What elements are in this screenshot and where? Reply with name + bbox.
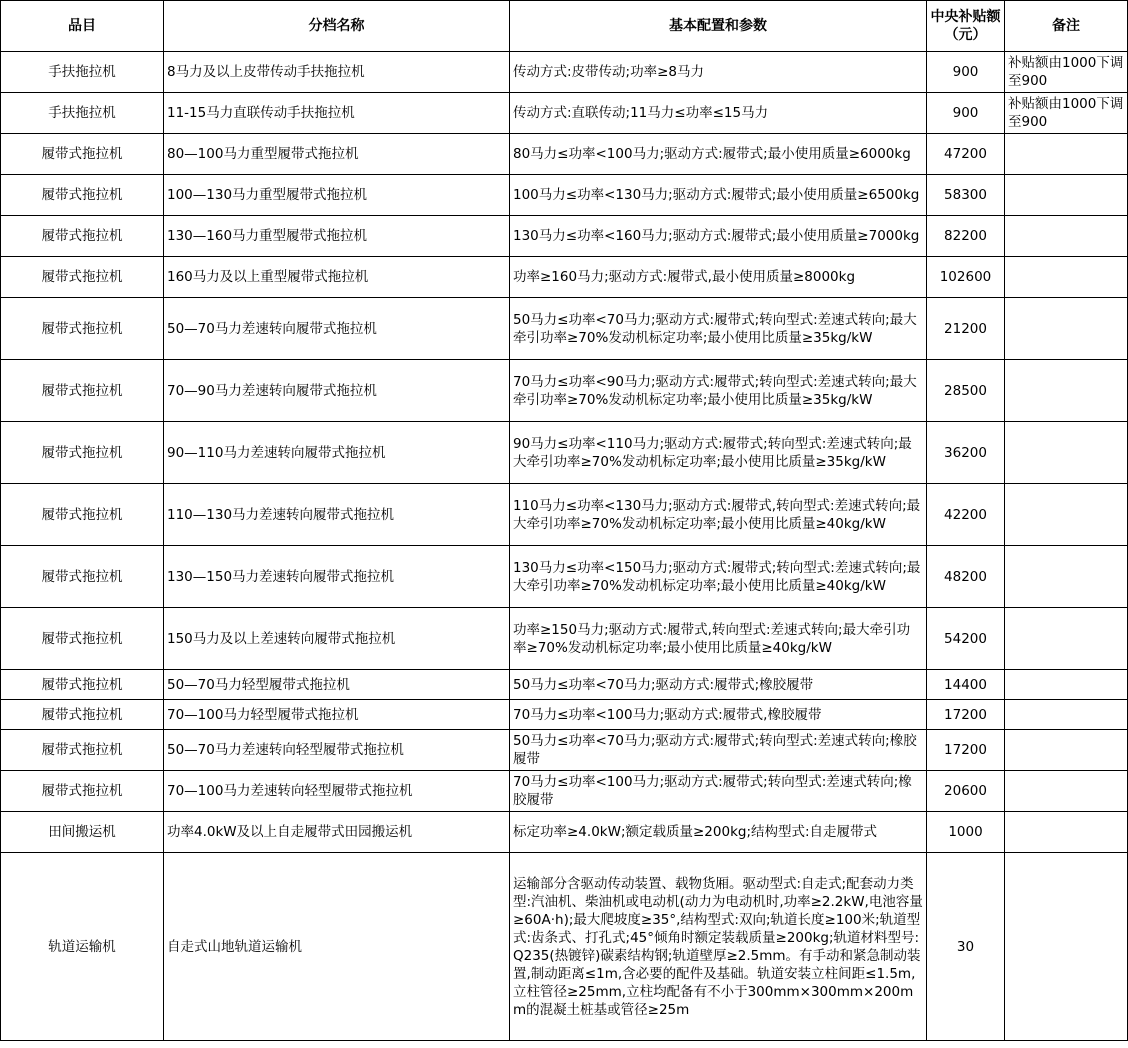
cell-tier: 160马力及以上重型履带式拖拉机 [164, 257, 510, 298]
cell-config: 110马力≤功率<130马力;驱动方式:履带式,转向型式:差速式转向;最大牵引功率≥70%发动机标定功率;最小使用比质量≥40kg/kW [510, 484, 927, 546]
cell-category: 履带式拖拉机 [1, 216, 164, 257]
table-row [1, 52, 1128, 93]
cell-config: 功率≥150马力;驱动方式:履带式,转向型式:差速式转向;最大牵引功率≥70%发动机标定功率;最小使用比质量≥40kg/kW [510, 608, 927, 670]
cell-note [1005, 771, 1128, 812]
cell-category: 履带式拖拉机 [1, 730, 164, 771]
table-row [1, 175, 1128, 216]
cell-note: 补贴额由1000下调至900 [1005, 52, 1128, 93]
table-row [1, 484, 1128, 546]
cell-tier: 自走式山地轨道运输机 [164, 853, 510, 1041]
cell-subsidy: 900 [927, 52, 1005, 93]
cell-tier: 50—70马力差速转向轻型履带式拖拉机 [164, 730, 510, 771]
cell-tier: 功率4.0kW及以上自走履带式田园搬运机 [164, 812, 510, 853]
cell-config: 50马力≤功率<70马力;驱动方式:履带式;转向型式:差速式转向;最大牵引功率≥70%发动机标定功率;最小使用比质量≥35kg/kW [510, 298, 927, 360]
table-row [1, 700, 1128, 730]
cell-subsidy: 82200 [927, 216, 1005, 257]
cell-tier: 11-15马力直联传动手扶拖拉机 [164, 93, 510, 134]
cell-category: 履带式拖拉机 [1, 608, 164, 670]
table-row [1, 257, 1128, 298]
cell-subsidy: 21200 [927, 298, 1005, 360]
cell-tier: 8马力及以上皮带传动手扶拖拉机 [164, 52, 510, 93]
table-row [1, 853, 1128, 1041]
cell-tier: 110—130马力差速转向履带式拖拉机 [164, 484, 510, 546]
cell-note [1005, 853, 1128, 1041]
cell-note [1005, 134, 1128, 175]
header-row [1, 1, 1128, 52]
cell-config: 运输部分含驱动传动装置、载物货厢。驱动型式:自走式;配套动力类型:汽油机、柴油机或电动机(动力为电动机时,功率≥2.2kW,电池容量≥60A·h);最大爬坡度≥35°,结构型式:双向;轨道长度≥100米;轨道型式:齿条式、打孔式;45°倾角时额定装载质量≥200kg;轨道材料型号:Q235(热镀锌)碳素结构钢;轨道壁厚≥2.5mm。有手动和紧急制动装置,制动距离≤1m,含必要的配件及基础。轨道安装立柱间距≤1.5m,立柱管径≥25mm,立柱均配备有不小于300mm×300mm×200mm的混凝土桩基或管径≥25m [510, 853, 927, 1041]
cell-tier: 70—90马力差速转向履带式拖拉机 [164, 360, 510, 422]
cell-config: 标定功率≥4.0kW;额定载质量≥200kg;结构型式:自走履带式 [510, 812, 927, 853]
cell-tier: 70—100马力轻型履带式拖拉机 [164, 700, 510, 730]
cell-config: 80马力≤功率<100马力;驱动方式:履带式;最小使用质量≥6000kg [510, 134, 927, 175]
cell-tier: 90—110马力差速转向履带式拖拉机 [164, 422, 510, 484]
cell-subsidy: 36200 [927, 422, 1005, 484]
cell-category: 履带式拖拉机 [1, 700, 164, 730]
cell-subsidy: 58300 [927, 175, 1005, 216]
cell-subsidy: 20600 [927, 771, 1005, 812]
cell-subsidy: 47200 [927, 134, 1005, 175]
cell-config: 功率≥160马力;驱动方式:履带式,最小使用质量≥8000kg [510, 257, 927, 298]
cell-subsidy: 30 [927, 853, 1005, 1041]
table-row [1, 771, 1128, 812]
cell-subsidy: 900 [927, 93, 1005, 134]
cell-subsidy: 1000 [927, 812, 1005, 853]
cell-config: 50马力≤功率<70马力;驱动方式:履带式;橡胶履带 [510, 670, 927, 700]
cell-category: 轨道运输机 [1, 853, 164, 1041]
table-row [1, 546, 1128, 608]
table-row [1, 812, 1128, 853]
cell-config: 70马力≤功率<90马力;驱动方式:履带式;转向型式:差速式转向;最大牵引功率≥70%发动机标定功率;最小使用比质量≥35kg/kW [510, 360, 927, 422]
cell-config: 70马力≤功率<100马力;驱动方式:履带式;转向型式:差速式转向;橡胶履带 [510, 771, 927, 812]
table-row [1, 422, 1128, 484]
cell-subsidy: 17200 [927, 730, 1005, 771]
header-tier: 分档名称 [164, 1, 510, 52]
table-row [1, 216, 1128, 257]
table-row [1, 93, 1128, 134]
cell-config: 90马力≤功率<110马力;驱动方式:履带式;转向型式:差速式转向;最大牵引功率≥70%发动机标定功率;最小使用比质量≥35kg/kW [510, 422, 927, 484]
header-subsidy: 中央补贴额（元） [927, 1, 1005, 52]
cell-note [1005, 608, 1128, 670]
cell-tier: 150马力及以上差速转向履带式拖拉机 [164, 608, 510, 670]
header-config: 基本配置和参数 [510, 1, 927, 52]
cell-note: 补贴额由1000下调至900 [1005, 93, 1128, 134]
cell-config: 传动方式:直联传动;11马力≤功率≤15马力 [510, 93, 927, 134]
cell-category: 履带式拖拉机 [1, 257, 164, 298]
cell-category: 手扶拖拉机 [1, 52, 164, 93]
cell-subsidy: 54200 [927, 608, 1005, 670]
cell-category: 手扶拖拉机 [1, 93, 164, 134]
table-row [1, 360, 1128, 422]
cell-category: 履带式拖拉机 [1, 670, 164, 700]
cell-subsidy: 102600 [927, 257, 1005, 298]
cell-note [1005, 484, 1128, 546]
cell-category: 履带式拖拉机 [1, 484, 164, 546]
cell-tier: 130—160马力重型履带式拖拉机 [164, 216, 510, 257]
cell-note [1005, 257, 1128, 298]
cell-note [1005, 298, 1128, 360]
cell-tier: 80—100马力重型履带式拖拉机 [164, 134, 510, 175]
cell-category: 履带式拖拉机 [1, 546, 164, 608]
cell-note [1005, 730, 1128, 771]
cell-tier: 130—150马力差速转向履带式拖拉机 [164, 546, 510, 608]
cell-note [1005, 700, 1128, 730]
cell-note [1005, 546, 1128, 608]
table-row [1, 670, 1128, 700]
cell-config: 传动方式:皮带传动;功率≥8马力 [510, 52, 927, 93]
cell-note [1005, 670, 1128, 700]
cell-category: 田间搬运机 [1, 812, 164, 853]
cell-config: 100马力≤功率<130马力;驱动方式:履带式;最小使用质量≥6500kg [510, 175, 927, 216]
cell-category: 履带式拖拉机 [1, 175, 164, 216]
cell-config: 130马力≤功率<150马力;驱动方式:履带式;转向型式:差速式转向;最大牵引功率≥70%发动机标定功率;最小使用比质量≥40kg/kW [510, 546, 927, 608]
cell-tier: 70—100马力差速转向轻型履带式拖拉机 [164, 771, 510, 812]
table-row [1, 134, 1128, 175]
cell-note [1005, 812, 1128, 853]
table-row [1, 730, 1128, 771]
cell-note [1005, 216, 1128, 257]
table-row [1, 298, 1128, 360]
cell-subsidy: 42200 [927, 484, 1005, 546]
cell-tier: 100—130马力重型履带式拖拉机 [164, 175, 510, 216]
cell-subsidy: 48200 [927, 546, 1005, 608]
cell-config: 50马力≤功率<70马力;驱动方式:履带式;转向型式:差速式转向;橡胶履带 [510, 730, 927, 771]
table-row [1, 608, 1128, 670]
cell-category: 履带式拖拉机 [1, 422, 164, 484]
cell-tier: 50—70马力轻型履带式拖拉机 [164, 670, 510, 700]
cell-note [1005, 422, 1128, 484]
header-note: 备注 [1005, 1, 1128, 52]
cell-config: 70马力≤功率<100马力;驱动方式:履带式,橡胶履带 [510, 700, 927, 730]
cell-note [1005, 360, 1128, 422]
cell-config: 130马力≤功率<160马力;驱动方式:履带式;最小使用质量≥7000kg [510, 216, 927, 257]
header-category: 品目 [1, 1, 164, 52]
cell-tier: 50—70马力差速转向履带式拖拉机 [164, 298, 510, 360]
cell-category: 履带式拖拉机 [1, 298, 164, 360]
cell-subsidy: 17200 [927, 700, 1005, 730]
cell-subsidy: 14400 [927, 670, 1005, 700]
cell-category: 履带式拖拉机 [1, 134, 164, 175]
cell-category: 履带式拖拉机 [1, 360, 164, 422]
cell-category: 履带式拖拉机 [1, 771, 164, 812]
cell-subsidy: 28500 [927, 360, 1005, 422]
cell-note [1005, 175, 1128, 216]
